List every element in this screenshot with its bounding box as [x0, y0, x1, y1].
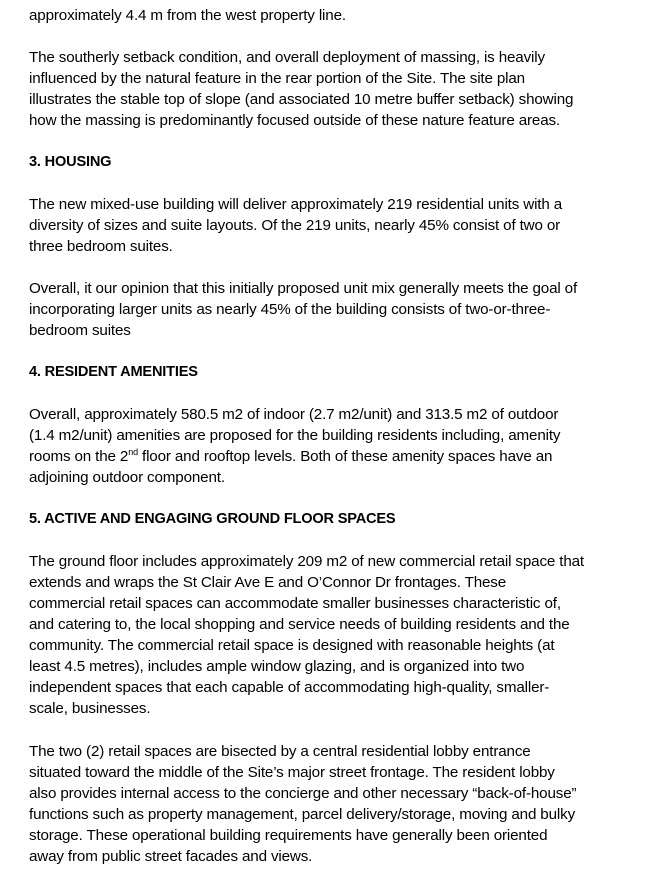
- paragraph-line: (1.4 m2/unit) amenities are proposed for the building residents including, amenity: [29, 427, 561, 444]
- paragraph-line: scale, businesses.: [29, 700, 151, 717]
- paragraph-line: community. The commercial retail space is designed with reasonable heights (at: [29, 637, 555, 654]
- paragraph-line: bedroom suites: [29, 322, 131, 339]
- paragraph-line: how the massing is predominantly focused outside of these nature feature areas.: [29, 112, 560, 129]
- paragraph-line: away from public street facades and views.: [29, 848, 313, 865]
- superscript: nd: [128, 447, 138, 457]
- paragraph-line: commercial retail spaces can accommodate smaller businesses characteristic of,: [29, 595, 561, 612]
- paragraph-line: approximately 4.4 m from the west property line.: [29, 7, 346, 24]
- paragraph-line: The new mixed-use building will deliver approximately 219 residential units with a: [29, 196, 563, 213]
- paragraph-line: least 4.5 metres), includes ample window glazing, and is organized into two: [29, 658, 525, 675]
- paragraph-line: The ground floor includes approximately 209 m2 of new commercial retail space that: [29, 553, 584, 570]
- paragraph-line: also provides internal access to the concierge and other necessary “back-of-house”: [29, 785, 577, 802]
- paragraph-line: The two (2) retail spaces are bisected by a central residential lobby entrance: [29, 743, 531, 760]
- paragraph-line: incorporating larger units as nearly 45% of the building consists of two-or-three-: [29, 301, 551, 318]
- paragraph-line: illustrates the stable top of slope (and associated 10 metre buffer setback) showing: [29, 91, 574, 108]
- section-heading-amenities: 4. RESIDENT AMENITIES: [29, 364, 198, 380]
- paragraph-line: situated toward the middle of the Site’s major street frontage. The resident lobby: [29, 764, 555, 781]
- section-heading-housing: 3. HOUSING: [29, 154, 112, 170]
- paragraph-line: The southerly setback condition, and overall deployment of massing, is heavily: [29, 49, 545, 66]
- paragraph-line: extends and wraps the St Clair Ave E and O’Connor Dr frontages. These: [29, 574, 507, 591]
- paragraph-line: independent spaces that each capable of accommodating high-quality, smaller-: [29, 679, 550, 696]
- section-heading-ground-floor: 5. ACTIVE AND ENGAGING GROUND FLOOR SPACES: [29, 511, 396, 527]
- paragraph-line: three bedroom suites.: [29, 238, 173, 255]
- paragraph-line: Overall, it our opinion that this initially proposed unit mix generally meets the goal of: [29, 280, 578, 297]
- paragraph-line: adjoining outdoor component.: [29, 469, 225, 486]
- paragraph-line: Overall, approximately 580.5 m2 of indoor (2.7 m2/unit) and 313.5 m2 of outdoor: [29, 406, 559, 423]
- paragraph-line: functions such as property management, parcel delivery/storage, moving and bulky: [29, 806, 576, 823]
- text-run: rooms on the 2: [29, 448, 129, 465]
- text-run: floor and rooftop levels. Both of these amenity spaces have an: [137, 448, 553, 465]
- paragraph-line: [29, 446, 552, 467]
- paragraph-line: storage. These operational building requirements have generally been oriented: [29, 827, 548, 844]
- paragraph-line: influenced by the natural feature in the rear portion of the Site. The site plan: [29, 70, 525, 87]
- paragraph-line: and catering to, the local shopping and service needs of building residents and the: [29, 616, 570, 633]
- paragraph-line: diversity of sizes and suite layouts. Of the 219 units, nearly 45% consist of two or: [29, 217, 561, 234]
